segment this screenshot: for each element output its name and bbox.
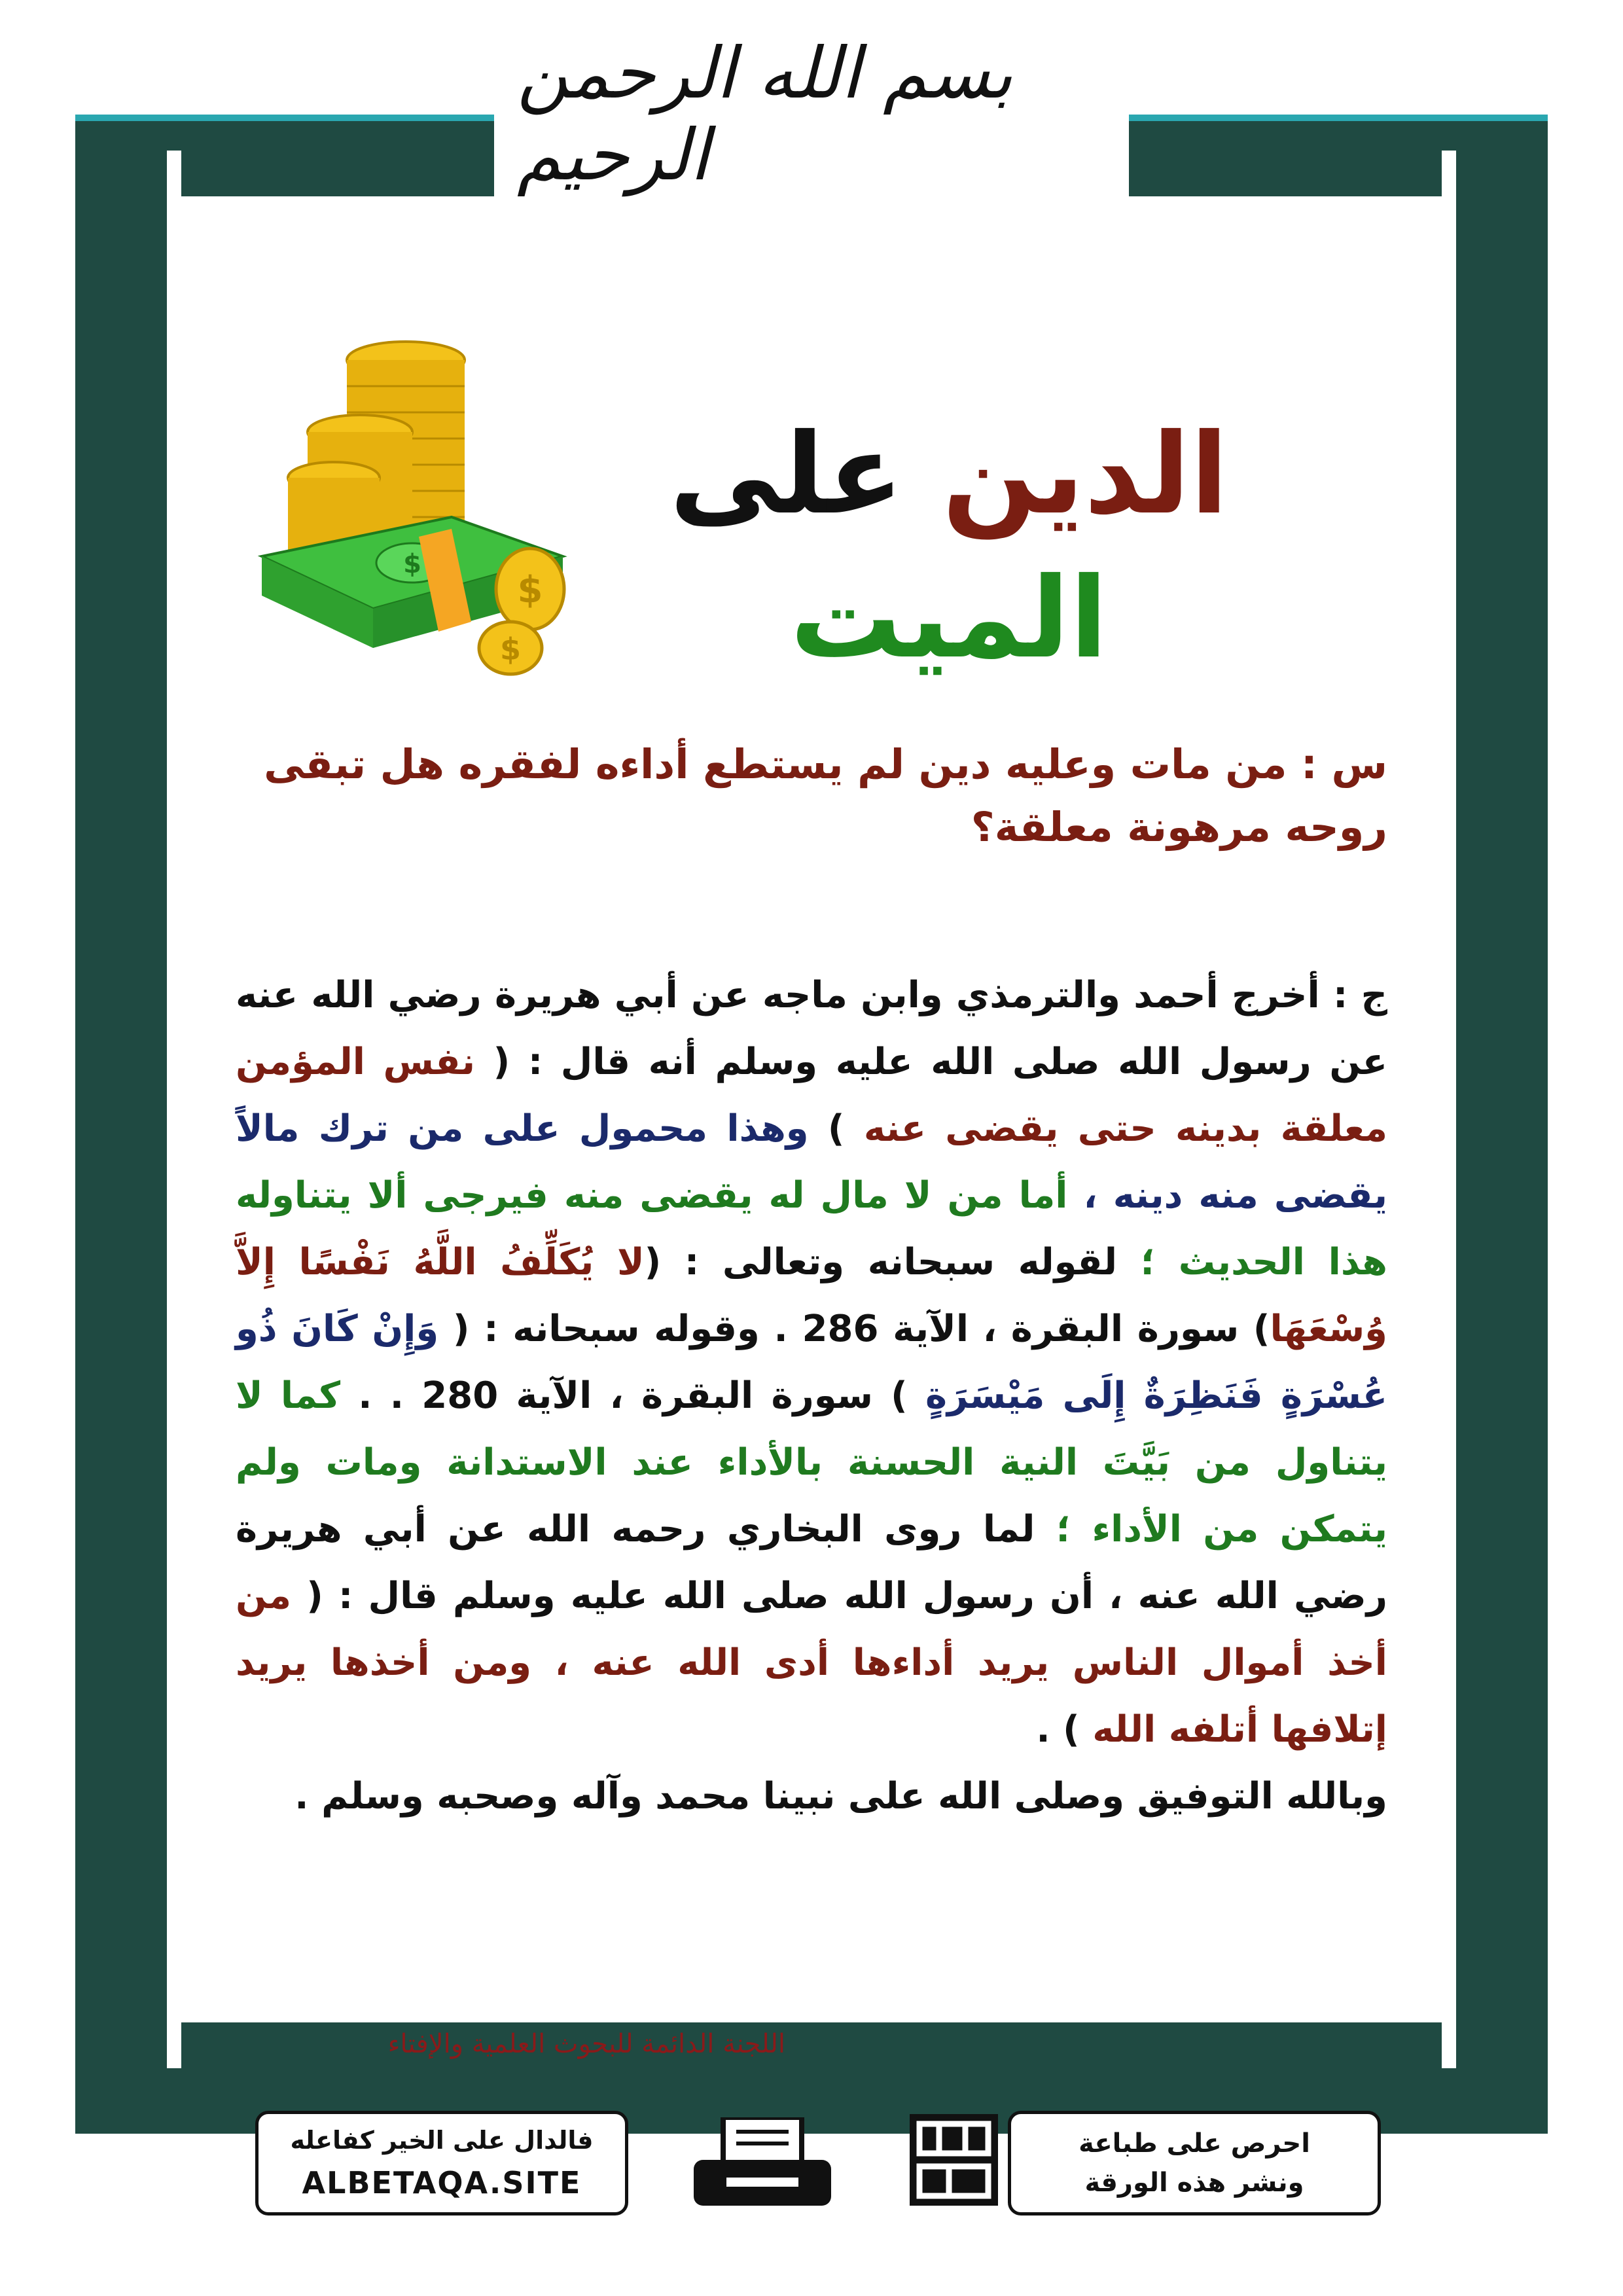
page-title (510, 403, 1387, 683)
answer-verse-ref: ) سورة البقرة ، الآية 286 . وقوله سبحانه : ( (438, 1308, 1270, 1350)
footer-slogan: فالدال على الخير كفاعله (290, 2126, 594, 2155)
footer-print-line2: ونشر هذه الورقة (1084, 2168, 1304, 2198)
title-word-on: على (669, 410, 904, 539)
hadith-quote-2: من أخذ أموال الناس يريد أداءها أدى الله عنه ، ومن أخذها يريد إتلافها أتلفه الله (236, 1575, 1387, 1751)
frame-top-right (1129, 118, 1548, 209)
footer-website[interactable]: ALBETAQA.SITE (302, 2165, 582, 2200)
answer-bracket: ) (808, 1107, 845, 1150)
answer-verse-ref-2: ) سورة البقرة ، الآية 280 . . (340, 1374, 925, 1417)
title-word-deceased: الميت (790, 554, 1108, 683)
answer-text (236, 962, 1387, 1830)
frame-left-inner (167, 151, 181, 2068)
footer-print-box (1008, 2111, 1381, 2215)
answer-exception: أما من لا مال له يقضى منه فيرجى ألا يتناوله هذا الحديث ؛ (236, 1174, 1387, 1283)
answer-verse-intro: لقوله سبحانه وتعالى : ( (644, 1241, 1118, 1283)
basmala-calligraphy: بسم الله الرحمن الرحيم (517, 33, 1013, 196)
answer-bukhari: لما روى البخاري رحمه الله عن أبي هريرة رضي الله عنه ، أن رسول الله صلى الله عليه وسلم قال : ( (236, 1508, 1387, 1617)
frame-right-inner (1442, 151, 1456, 2068)
logo-dawat-alwaraqa (910, 2114, 998, 2206)
quran-verse-1: لا يُكَلِّفُ اللَّهُ نَفْسًا إِلاَّ وُسْعَهَا (236, 1241, 1387, 1350)
footer-website-box (255, 2111, 628, 2215)
printer-icon (687, 2117, 838, 2209)
frame-left-bar (75, 118, 167, 2134)
frame-top-left (75, 118, 494, 209)
fatwa-source: اللجنة الدائمة للبحوث العلمية والإفتاء (387, 2029, 785, 2059)
frame-right-bar (1456, 118, 1548, 2134)
answer-intro: ج : أخرج أحمد والترمذي وابن ماجه عن أبي هريرة رضي الله عنه عن رسول الله صلى الله عليه وسلم أنه قال : ( (236, 974, 1387, 1083)
answer-end: ) . (1036, 1708, 1093, 1751)
hadith-quote-1: نفس المؤمن معلقة بدينه حتى يقضى عنه (236, 1041, 1387, 1150)
question-text: س : من مات وعليه دين لم يستطع أداءه لفقره هل تبقى روحه مرهونة معلقة؟ (264, 740, 1387, 851)
svg-text:$: $ (403, 549, 421, 579)
title-word-debt: الدين (942, 410, 1228, 539)
svg-text:$: $ (499, 632, 522, 667)
answer-explanation: وهذا محمول على من ترك مالاً يقضى منه دينه ، (236, 1107, 1387, 1217)
footer-print-line1: احرص على طباعة (1079, 2128, 1310, 2159)
frame-accent-left (75, 115, 494, 121)
answer-intention: كما لا يتناول من بَيَّتَ النية الحسنة بالأداء عند الاستدانة ومات ولم يتمكن من الأداء ؛ (236, 1374, 1388, 1551)
quran-verse-2: وَإِنْ كَانَ ذُو عُسْرَةٍ فَنَظِرَةٌ إِلَى مَيْسَرَةٍ (236, 1308, 1388, 1417)
frame-accent-right (1129, 115, 1548, 121)
footer (255, 2111, 1374, 2215)
svg-text:$: $ (517, 569, 543, 611)
answer-closing: وبالله التوفيق وصلى الله على نبينا محمد وآله وصحبه وسلم . (294, 1775, 1387, 1818)
